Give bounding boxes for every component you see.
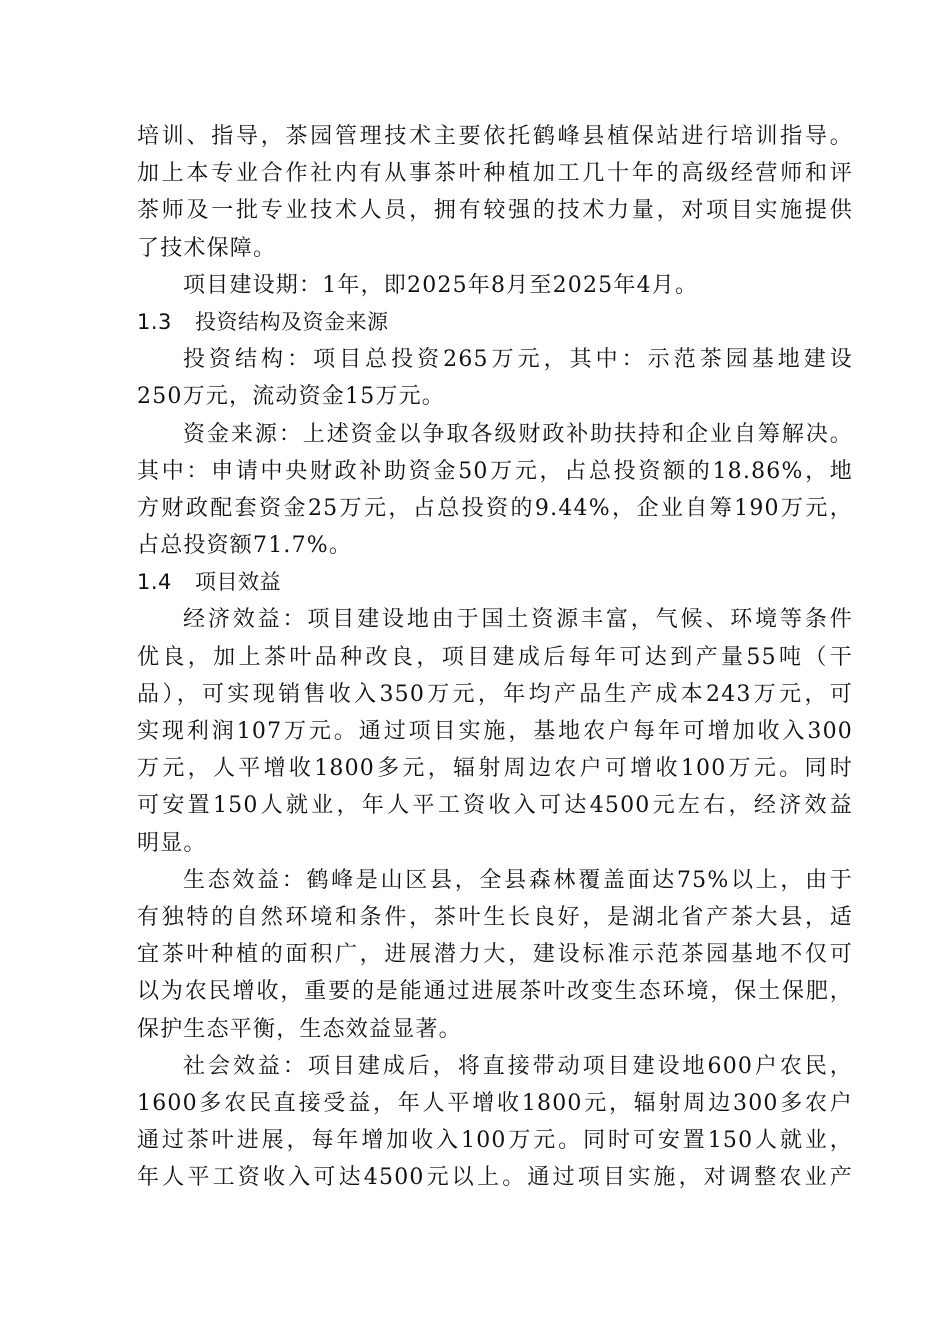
paragraph-funding-source xyxy=(137,416,853,565)
text-line: 250万元，流动资金15万元。 xyxy=(137,384,445,410)
paragraph-investment-structure xyxy=(137,341,853,415)
section-title: 投资结构及资金来源 xyxy=(195,309,389,334)
text-line: 明显。 xyxy=(137,830,207,856)
text-line: 了技术保障。 xyxy=(137,235,277,261)
text-line: 社会效益：项目建成后，将直接带动项目建设地600户农民， xyxy=(183,1053,853,1079)
text-line: 实现利润107万元。通过项目实施，基地农户每年可增加收入300 xyxy=(137,719,853,744)
text-line: 项目建设期：1年，即2025年8月至2025年4月。 xyxy=(183,272,699,298)
text-line: 其中：申请中央财政补助资金50万元，占总投资额的18.86%，地 xyxy=(137,458,853,484)
text-line: 茶师及一批专业技术人员，拥有较强的技术力量，对项目实施提供 xyxy=(137,198,853,224)
text-line: 品），可实现销售收入350万元，年均产品生产成本243万元，可 xyxy=(137,681,853,707)
text-line: 培训、指导，茶园管理技术主要依托鹤峰县植保站进行培训指导。 xyxy=(137,124,853,149)
text-line: 万元，人平增收1800多元，辐射周边农户可增收100万元。同时 xyxy=(137,756,853,782)
paragraph-economic-benefit xyxy=(137,601,853,861)
section-number: 1.3 xyxy=(137,309,172,334)
paragraph-ecological-benefit xyxy=(137,862,853,1048)
text-line: 有独特的自然环境和条件，茶叶生长良好，是湖北省产茶大县，适 xyxy=(137,904,853,930)
text-line: 宜茶叶种植的面积广，进展潜力大，建设标准示范茶园基地不仅可 xyxy=(137,942,853,968)
text-line: 方财政配套资金25万元，占总投资的9.44%，企业自筹190万元， xyxy=(137,495,853,521)
section-number: 1.4 xyxy=(137,570,172,595)
text-line: 1600多农民直接受益，年人平增收1800元，辐射周边300多农户 xyxy=(137,1090,853,1116)
text-line: 占总投资额71.7%。 xyxy=(137,533,353,559)
section-heading-1-3 xyxy=(137,304,853,341)
paragraph-social-benefit xyxy=(137,1048,853,1197)
paragraph-training xyxy=(137,118,853,267)
section-heading-1-4 xyxy=(137,564,853,601)
text-line: 以为农民增收，重要的是能通过进展茶叶改变生态环境，保土保肥， xyxy=(137,979,853,1005)
text-line: 优良，加上茶叶品种改良，项目建成后每年可达到产量55吨（干 xyxy=(137,644,853,670)
text-line: 投资结构：项目总投资265万元，其中：示范茶园基地建设 xyxy=(183,347,853,373)
text-line: 资金来源：上述资金以争取各级财政补助扶持和企业自筹解决。 xyxy=(183,421,853,447)
section-title: 项目效益 xyxy=(195,570,281,595)
text-line: 通过茶叶进展，每年增加收入100万元。同时可安置150人就业， xyxy=(137,1128,853,1154)
text-line: 经济效益：项目建设地由于国土资源丰富，气候、环境等条件 xyxy=(183,607,853,633)
text-line: 可安置150人就业，年人平工资收入可达4500元左右，经济效益 xyxy=(137,793,853,819)
text-line: 加上本专业合作社内有从事茶叶种植加工几十年的高级经营师和评 xyxy=(137,161,853,187)
text-line: 年人平工资收入可达4500元以上。通过项目实施，对调整农业产 xyxy=(137,1165,853,1191)
paragraph-construction-period xyxy=(137,267,853,304)
text-line: 保护生态平衡，生态效益显著。 xyxy=(137,1016,462,1042)
document-page xyxy=(137,118,853,1196)
text-line: 生态效益：鹤峰是山区县，全县森林覆盖面达75%以上，由于 xyxy=(183,867,853,893)
